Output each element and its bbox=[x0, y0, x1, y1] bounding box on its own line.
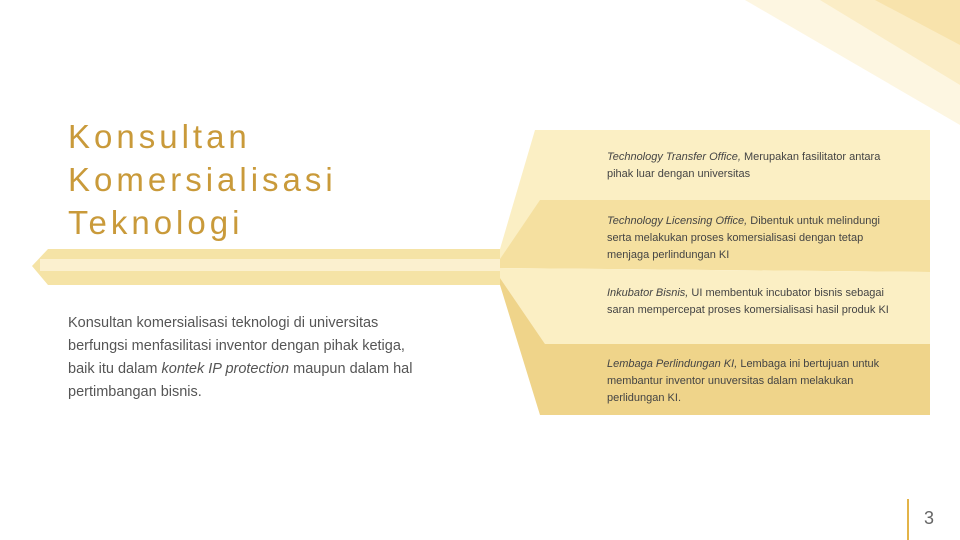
slide-description bbox=[68, 312, 413, 404]
connector-divider bbox=[40, 259, 500, 271]
item-lembaga-perlindungan-ki bbox=[607, 356, 897, 407]
item-technology-licensing-office bbox=[607, 213, 897, 264]
item-technology-transfer-office bbox=[607, 149, 897, 183]
description-text: Konsultan komersialisasi teknologi di universitas berfungsi menfasilitasi inventor dengan pihak ketiga, baik itu dalam bbox=[68, 315, 405, 377]
item-description: Dibentuk untuk melindungi serta melakukan proses komersialisasi dengan tetap menjaga perlindungan KI bbox=[607, 215, 880, 261]
page-number-divider bbox=[907, 499, 909, 540]
item-term: Lembaga Perlindungan KI, bbox=[607, 358, 738, 370]
item-description: Lembaga ini bertujuan untuk membantur inventor unuversitas dalam melakukan perlidungan KI. bbox=[607, 358, 880, 404]
description-italic: kontek IP protection bbox=[161, 361, 290, 377]
item-term: Technology Licensing Office, bbox=[607, 215, 748, 227]
slide-title bbox=[68, 115, 448, 244]
title-line: Komersialisasi bbox=[68, 161, 337, 198]
item-inkubator-bisnis bbox=[607, 285, 897, 319]
item-description: UI membentuk incubator bisnis sebagai saran mempercepat proses komersialisasi hasil produk KI bbox=[607, 287, 889, 316]
title-line: Konsultan bbox=[68, 118, 251, 155]
item-term: Inkubator Bisnis, bbox=[607, 287, 689, 299]
title-line: Teknologi bbox=[68, 204, 244, 241]
page-number: 3 bbox=[924, 508, 935, 528]
description-text-end: maupun dalam hal pertimbangan bisnis. bbox=[68, 361, 413, 400]
item-description: Merupakan fasilitator antara pihak luar dengan universitas bbox=[607, 151, 881, 180]
item-term: Technology Transfer Office, bbox=[607, 151, 741, 163]
